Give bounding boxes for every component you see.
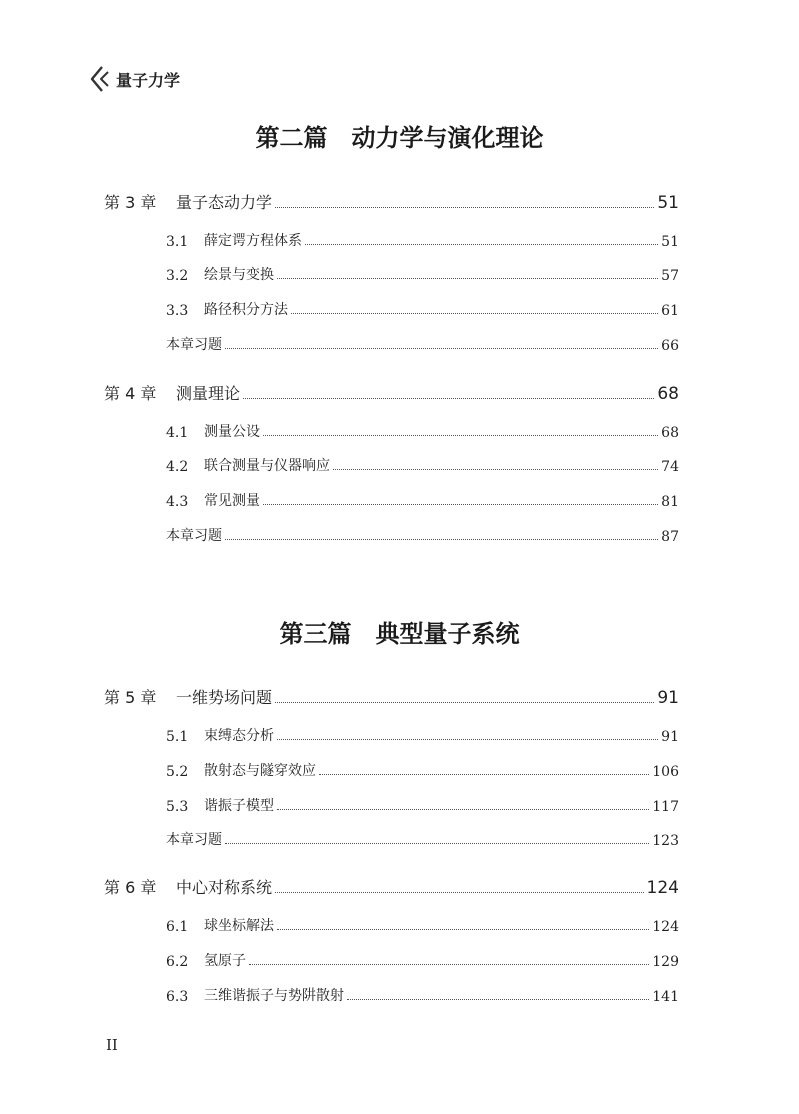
toc-exercises-5[interactable] xyxy=(0,823,799,849)
page-number: 91 xyxy=(657,688,679,708)
page-number: 74 xyxy=(661,459,679,475)
toc-chapter-6[interactable] xyxy=(0,872,799,898)
dot-leader xyxy=(225,539,658,540)
section-title: 路径积分方法 xyxy=(204,302,288,318)
toc-section-3-2[interactable] xyxy=(0,258,799,284)
section-title: 本章习题 xyxy=(166,337,222,353)
section-number: 3.3 xyxy=(166,303,189,319)
page-number: 51 xyxy=(661,234,679,250)
page-number: 68 xyxy=(661,425,679,441)
section-title: 测量公设 xyxy=(204,424,260,440)
page-number: 129 xyxy=(652,954,679,970)
book-title: 量子力学 xyxy=(116,70,181,90)
page-number: 87 xyxy=(661,529,679,545)
page-number: 106 xyxy=(652,764,679,780)
toc-section-6-3[interactable] xyxy=(0,979,799,1005)
dot-leader xyxy=(275,207,654,208)
section-number: 5.2 xyxy=(166,764,189,780)
page-number: 68 xyxy=(657,384,679,404)
section-number: 5.3 xyxy=(166,799,189,815)
dot-leader xyxy=(291,313,658,314)
section-number: 6.3 xyxy=(166,989,189,1005)
page-number: 61 xyxy=(661,303,679,319)
chapter-label: 第 5 章 xyxy=(104,688,157,707)
section-number: 4.1 xyxy=(166,425,189,441)
page-footer-number: II xyxy=(106,1036,118,1054)
dot-leader xyxy=(319,774,649,775)
dot-leader xyxy=(277,739,658,740)
section-title: 本章习题 xyxy=(166,832,222,848)
section-title: 散射态与隧穿效应 xyxy=(204,763,316,779)
page-number: 91 xyxy=(661,729,679,745)
toc-section-5-2[interactable] xyxy=(0,754,799,780)
chapter-title: 中心对称系统 xyxy=(176,878,273,897)
section-title: 氢原子 xyxy=(204,953,246,969)
section-number: 4.2 xyxy=(166,459,189,475)
part-title: 第三篇 典型量子系统 xyxy=(279,619,520,648)
toc-section-3-1[interactable] xyxy=(0,224,799,250)
section-title: 绘景与变换 xyxy=(204,267,274,283)
running-header xyxy=(88,64,180,94)
chapter-title: 测量理论 xyxy=(176,384,241,403)
toc-chapter-3[interactable] xyxy=(0,187,799,213)
section-number: 6.2 xyxy=(166,954,189,970)
dot-leader xyxy=(275,702,654,703)
section-number: 6.1 xyxy=(166,919,189,935)
toc-section-3-3[interactable] xyxy=(0,293,799,319)
page-number: 141 xyxy=(652,989,679,1005)
dot-leader xyxy=(225,843,649,844)
chapter-title: 一维势场问题 xyxy=(176,688,273,707)
dot-leader xyxy=(275,892,644,893)
section-title: 球坐标解法 xyxy=(204,918,274,934)
page-number: 81 xyxy=(661,494,679,510)
section-title: 本章习题 xyxy=(166,528,222,544)
dot-leader xyxy=(277,929,649,930)
toc-chapter-5[interactable] xyxy=(0,682,799,708)
toc-section-6-1[interactable] xyxy=(0,909,799,935)
page-number: 57 xyxy=(661,268,679,284)
toc-section-5-1[interactable] xyxy=(0,719,799,745)
dot-leader xyxy=(263,504,658,505)
section-number: 5.1 xyxy=(166,729,189,745)
page-number: 124 xyxy=(652,919,679,935)
dot-leader xyxy=(277,809,649,810)
page-number: 51 xyxy=(657,193,679,213)
page-number: 66 xyxy=(661,338,679,354)
toc-exercises-4[interactable] xyxy=(0,519,799,545)
dot-leader xyxy=(333,469,658,470)
page-number: 117 xyxy=(652,799,679,815)
toc-exercises-3[interactable] xyxy=(0,328,799,354)
toc-section-4-1[interactable] xyxy=(0,415,799,441)
chapter-label: 第 3 章 xyxy=(104,193,157,212)
section-number: 3.2 xyxy=(166,268,189,284)
section-title: 三维谐振子与势阱散射 xyxy=(204,988,344,1004)
page-number: 124 xyxy=(646,878,679,898)
toc-section-4-3[interactable] xyxy=(0,484,799,510)
dot-leader xyxy=(347,999,649,1000)
section-number: 4.3 xyxy=(166,494,189,510)
dot-leader xyxy=(225,348,658,349)
chapter-label: 第 4 章 xyxy=(104,384,157,403)
section-title: 谐振子模型 xyxy=(204,798,274,814)
section-title: 薛定谔方程体系 xyxy=(204,233,302,249)
toc-section-5-3[interactable] xyxy=(0,789,799,815)
dot-leader xyxy=(277,278,658,279)
dot-leader xyxy=(263,435,658,436)
section-title: 联合测量与仪器响应 xyxy=(204,458,330,474)
dot-leader xyxy=(243,398,654,399)
toc-section-4-2[interactable] xyxy=(0,449,799,475)
section-number: 3.1 xyxy=(166,234,189,250)
dot-leader xyxy=(249,964,649,965)
page-number: 123 xyxy=(652,833,679,849)
chapter-title: 量子态动力学 xyxy=(176,193,273,212)
chapter-label: 第 6 章 xyxy=(104,878,157,897)
dot-leader xyxy=(305,244,658,245)
part-title: 第二篇 动力学与演化理论 xyxy=(255,123,544,152)
chevron-left-icon xyxy=(88,64,110,94)
section-title: 常见测量 xyxy=(204,493,260,509)
toc-chapter-4[interactable] xyxy=(0,378,799,404)
toc-section-6-2[interactable] xyxy=(0,944,799,970)
section-title: 束缚态分析 xyxy=(204,728,274,744)
